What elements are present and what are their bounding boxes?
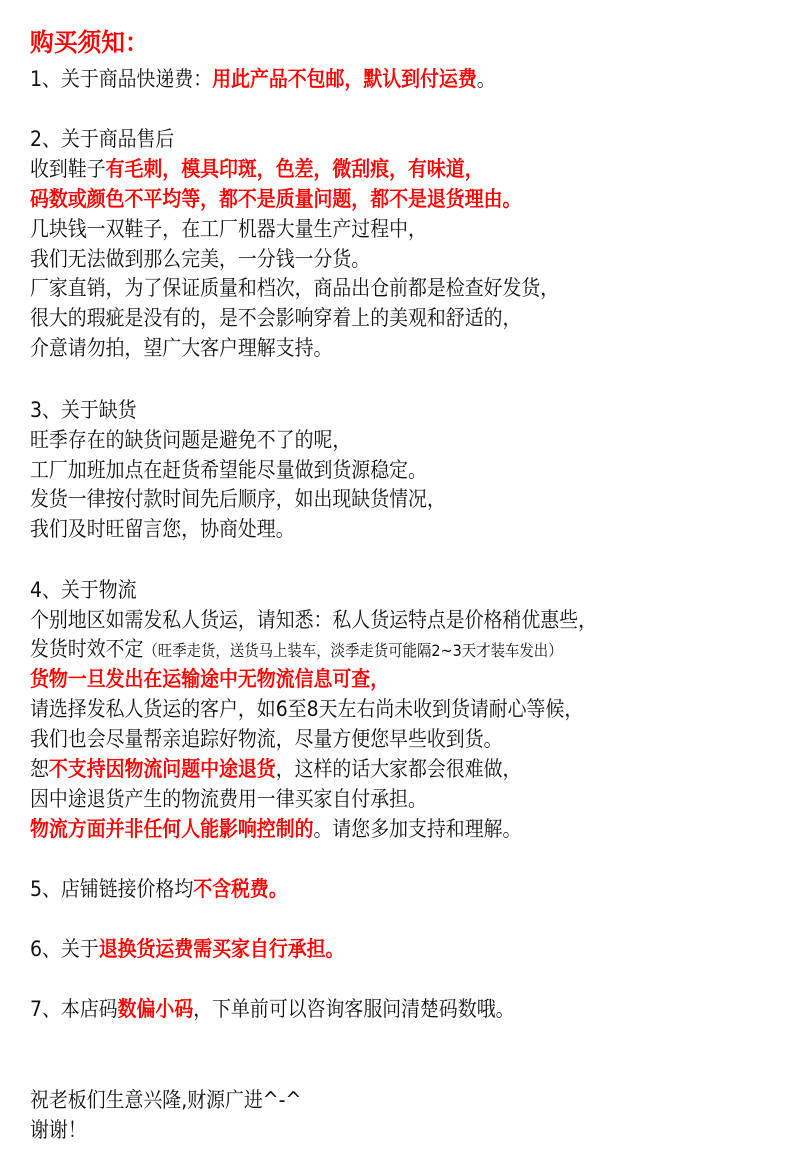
text-segment: ，这样的话大家都会很难做，	[275, 757, 522, 781]
section-1-label: 1、关于商品快递费：	[30, 67, 213, 91]
section-3-line-5: 我们及时旺留言您，协商处理。	[30, 517, 295, 541]
text-segment: 恕	[30, 757, 49, 781]
text-segment: 发货时效不定	[30, 637, 144, 661]
punctuation: 。	[476, 67, 496, 91]
text-segment: 7、本店码	[30, 997, 118, 1021]
section-4-line-8: 因中途退货产生的物流费用一律买家自付承担。	[30, 787, 427, 811]
section-2-heading: 2、关于商品售后	[30, 127, 175, 151]
no-midway-return-warning: 不支持因物流问题中途退货	[48, 757, 276, 781]
no-tracking-warning: 货物一旦发出在运输途中无物流信息可查，	[30, 667, 390, 691]
exchange-fee-note: 退换货运费需买家自行承担。	[98, 937, 345, 961]
section-1-line-1	[30, 64, 496, 94]
defects-list: 有毛刺，模具印斑，色差，微刮痕，有味道，	[105, 157, 484, 181]
section-2-line-5: 我们无法做到那么完美，一分钱一分货。	[30, 247, 371, 271]
section-2-line-8: 介意请勿拍，望广大客户理解支持。	[30, 336, 333, 360]
section-7-line	[30, 994, 515, 1024]
tax-excluded-note: 不含税费。	[193, 877, 288, 901]
section-4-line-7	[30, 754, 521, 784]
section-4-line-5: 请选择发私人货运的客户，如6至8天左右尚未收到货请耐心等候，	[30, 697, 584, 721]
section-2-line-7: 很大的瑕疵是没有的，是不会影响穿着上的美观和舒适的，	[30, 306, 522, 330]
section-3-line-3: 工厂加班加点在赶货希望能尽量做到货源稳定。	[30, 458, 427, 482]
section-4-heading: 4、关于物流	[30, 578, 137, 602]
section-2-line-6: 厂家直销，为了保证质量和档次，商品出仓前都是检查好发货，	[30, 276, 560, 300]
shipping-fee-warning: 用此产品不包邮，默认到付运费	[212, 67, 477, 91]
text-segment: 6、关于	[30, 937, 99, 961]
text-segment: ，下单前可以咨询客服问清楚码数哦。	[193, 997, 515, 1021]
section-4-line-6: 我们也会尽量帮亲追踪好物流，尽量方便您早些收到货。	[30, 727, 503, 751]
section-2-line-4: 几块钱一双鞋子，在工厂机器大量生产过程中，	[30, 217, 427, 241]
size-runs-small-note: 数偏小码	[117, 997, 194, 1021]
section-5-line	[30, 874, 288, 904]
closing-greeting: 祝老板们生意兴隆,财源广进^-^	[30, 1088, 302, 1112]
closing-thanks: 谢谢！	[30, 1118, 87, 1142]
text-segment: 5、店铺链接价格均	[30, 877, 194, 901]
section-6-line	[30, 934, 344, 964]
section-4-line-9	[30, 814, 521, 844]
notice-title: 购买须知：	[30, 28, 149, 57]
section-4-line-3	[30, 634, 563, 666]
logistics-control-warning: 物流方面并非任何人能影响控制的	[30, 817, 314, 841]
section-3-line-4: 发货一律按付款时间先后顺序，如出现缺货情况，	[30, 487, 446, 511]
not-quality-issue-warning: 码数或颜色不平均等，都不是质量问题，都不是退货理由。	[30, 187, 522, 211]
text-segment: 收到鞋子	[30, 157, 106, 181]
section-3-line-2: 旺季存在的缺货问题是避免不了的呢，	[30, 428, 352, 452]
section-4-line-2: 个别地区如需发私人货运，请知悉：私人货运特点是价格稍优惠些，	[30, 608, 597, 632]
section-2-line-2	[30, 154, 484, 184]
shipping-time-note: （旺季走货，送货马上装车，淡季走货可能隔2~3天才装车发出）	[143, 641, 563, 660]
section-3-heading: 3、关于缺货	[30, 398, 137, 422]
text-segment: 。请您多加支持和理解。	[313, 817, 522, 841]
